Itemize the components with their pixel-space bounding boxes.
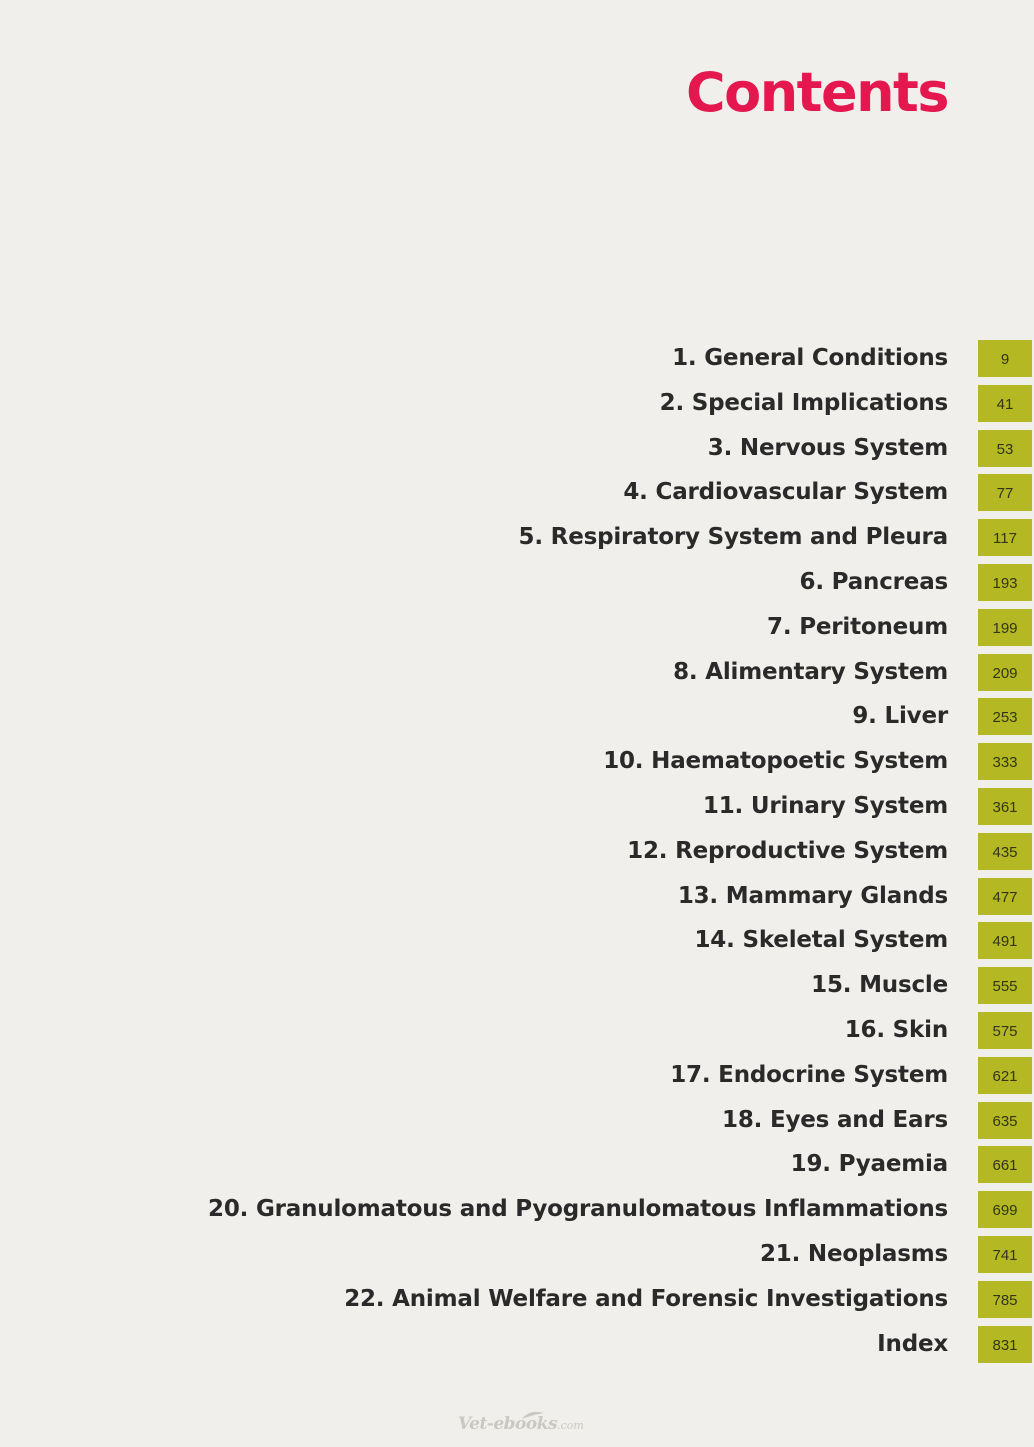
toc-page-number[interactable]: 477 xyxy=(978,878,1032,915)
toc-entry-label[interactable]: 12. Reproductive System xyxy=(627,837,948,864)
toc-page-number[interactable]: 575 xyxy=(978,1012,1032,1049)
toc-entry-19[interactable] xyxy=(0,1146,1034,1191)
toc-entry-17[interactable] xyxy=(0,1057,1034,1102)
watermark-tld: .com xyxy=(557,1419,584,1432)
toc-entry-2[interactable] xyxy=(0,385,1034,430)
toc-entry-label[interactable]: 14. Skeletal System xyxy=(694,927,948,954)
toc-entry-20[interactable] xyxy=(0,1191,1034,1236)
toc-entry-label[interactable]: 2. Special Implications xyxy=(659,389,948,416)
toc-page-number[interactable]: 635 xyxy=(978,1102,1032,1139)
watermark-text: Vet-ebooks xyxy=(458,1414,558,1434)
toc-entry-label[interactable]: 11. Urinary System xyxy=(702,792,948,819)
toc-entry-label[interactable]: Index xyxy=(877,1330,948,1357)
toc-entry-label[interactable]: 19. Pyaemia xyxy=(790,1151,948,1178)
toc-entry-1[interactable] xyxy=(0,340,1034,385)
toc-page-number[interactable]: 741 xyxy=(978,1236,1032,1273)
toc-entry-label[interactable]: 15. Muscle xyxy=(811,972,948,999)
toc-entry-22[interactable] xyxy=(0,1281,1034,1326)
toc-page-number[interactable]: 193 xyxy=(978,564,1032,601)
toc-entry-label[interactable]: 7. Peritoneum xyxy=(767,613,948,640)
toc-entry-label[interactable]: 16. Skin xyxy=(844,1016,948,1043)
toc-entry-14[interactable] xyxy=(0,922,1034,967)
toc-entry-15[interactable] xyxy=(0,967,1034,1012)
toc-entry-label[interactable]: 6. Pancreas xyxy=(799,568,948,595)
toc-entry-4[interactable] xyxy=(0,474,1034,519)
toc-page-number[interactable]: 53 xyxy=(978,430,1032,467)
table-of-contents xyxy=(0,340,1034,1370)
toc-entry-7[interactable] xyxy=(0,609,1034,654)
toc-entry-label[interactable]: 5. Respiratory System and Pleura xyxy=(518,524,948,551)
toc-page-number[interactable]: 661 xyxy=(978,1146,1032,1183)
toc-entry-10[interactable] xyxy=(0,743,1034,788)
toc-entry-label[interactable]: 1. General Conditions xyxy=(672,345,948,371)
leaf-icon xyxy=(520,1410,546,1420)
toc-entry-18[interactable] xyxy=(0,1102,1034,1147)
toc-entry-index[interactable] xyxy=(0,1326,1034,1371)
toc-page-number[interactable]: 435 xyxy=(978,833,1032,870)
toc-page-number[interactable]: 785 xyxy=(978,1281,1032,1318)
toc-entry-21[interactable] xyxy=(0,1236,1034,1281)
toc-page-number[interactable]: 555 xyxy=(978,967,1032,1004)
toc-entry-9[interactable] xyxy=(0,698,1034,743)
toc-page-number[interactable]: 491 xyxy=(978,922,1032,959)
toc-page-number[interactable]: 253 xyxy=(978,698,1032,735)
toc-entry-8[interactable] xyxy=(0,654,1034,699)
toc-entry-label[interactable]: 21. Neoplasms xyxy=(759,1240,948,1267)
toc-entry-label[interactable]: 20. Granulomatous and Pyogranulomatous Inflammations xyxy=(208,1196,948,1223)
toc-entry-label[interactable]: 9. Liver xyxy=(852,703,948,730)
toc-page-number[interactable]: 9 xyxy=(978,340,1032,377)
toc-entry-13[interactable] xyxy=(0,878,1034,923)
toc-page-number[interactable]: 699 xyxy=(978,1191,1032,1228)
toc-page-number[interactable]: 361 xyxy=(978,788,1032,825)
toc-page-number[interactable]: 41 xyxy=(978,385,1032,422)
toc-entry-11[interactable] xyxy=(0,788,1034,833)
toc-entry-label[interactable]: 18. Eyes and Ears xyxy=(722,1106,948,1133)
toc-entry-12[interactable] xyxy=(0,833,1034,878)
toc-page-number[interactable]: 831 xyxy=(978,1326,1032,1363)
toc-entry-16[interactable] xyxy=(0,1012,1034,1057)
toc-entry-label[interactable]: 8. Alimentary System xyxy=(673,658,948,685)
toc-page-number[interactable]: 199 xyxy=(978,609,1032,646)
toc-page-number[interactable]: 621 xyxy=(978,1057,1032,1094)
toc-page-number[interactable]: 77 xyxy=(978,474,1032,511)
toc-entry-3[interactable] xyxy=(0,430,1034,475)
toc-page-number[interactable]: 209 xyxy=(978,654,1032,691)
watermark-logo xyxy=(458,1414,584,1440)
toc-entry-5[interactable] xyxy=(0,519,1034,564)
toc-entry-6[interactable] xyxy=(0,564,1034,609)
toc-entry-label[interactable]: 10. Haematopoetic System xyxy=(603,748,948,775)
toc-entry-label[interactable]: 17. Endocrine System xyxy=(670,1061,948,1088)
toc-page-number[interactable]: 117 xyxy=(978,519,1032,556)
toc-entry-label[interactable]: 22. Animal Welfare and Forensic Investigations xyxy=(344,1285,948,1312)
toc-entry-label[interactable]: 4. Cardiovascular System xyxy=(623,479,948,506)
toc-entry-label[interactable]: 13. Mammary Glands xyxy=(677,882,948,909)
page-title: Contents xyxy=(685,61,948,124)
toc-page-number[interactable]: 333 xyxy=(978,743,1032,780)
toc-entry-label[interactable]: 3. Nervous System xyxy=(707,434,948,461)
